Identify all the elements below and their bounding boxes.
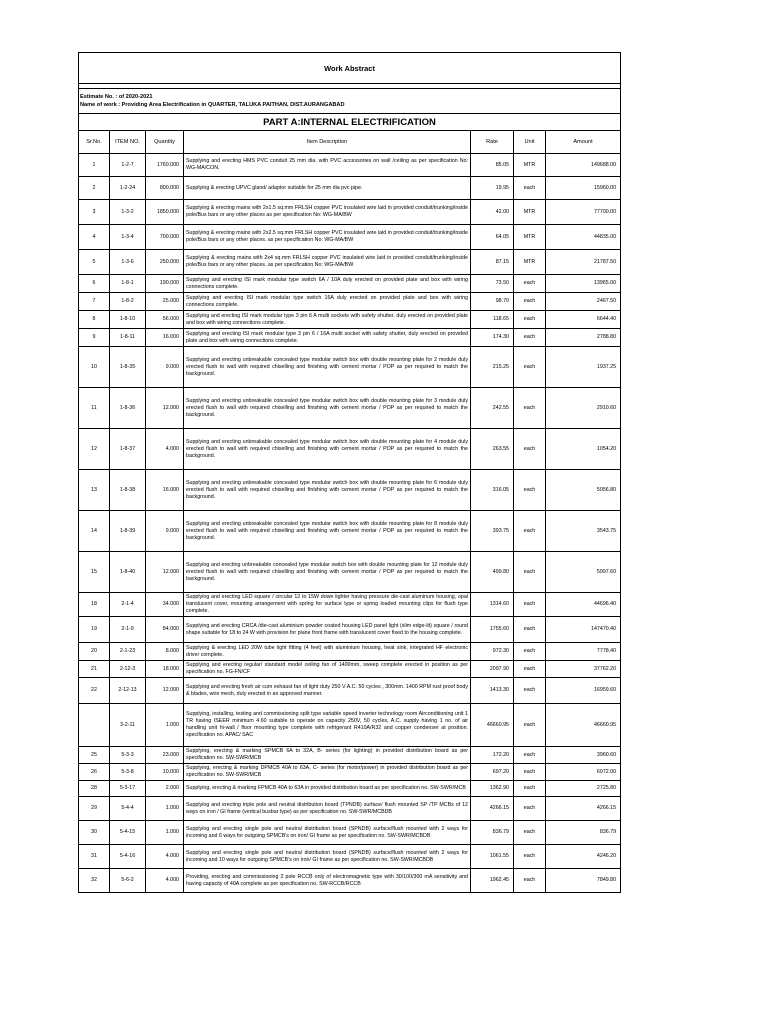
row-item-no: 1-3-6 [110, 250, 146, 275]
row-unit: each [514, 470, 546, 511]
row-item-no: 2-12-3 [110, 661, 146, 678]
row-sr-no: 8 [79, 311, 110, 329]
row-quantity: 190.000 [146, 275, 184, 293]
row-quantity: 12.000 [146, 388, 184, 429]
work-abstract-table [78, 52, 621, 893]
table-row [79, 797, 621, 821]
row-amount: 836.79 [546, 821, 621, 845]
row-sr-no: 20 [79, 643, 110, 661]
table-row [79, 643, 621, 661]
row-quantity: 1.000 [146, 821, 184, 845]
row-amount: 4246.20 [546, 845, 621, 869]
table-row [79, 329, 621, 347]
row-description: Supplying and erecting unbreakable concealed type modular switch box with double mounting plate for 2 module duly erected flush to wall with required chiselling and finishing with cement mortar / POP as per required to match the background. [184, 347, 471, 388]
row-rate: 972.30 [471, 643, 514, 661]
row-unit: each [514, 617, 546, 643]
row-amount: 2788.80 [546, 329, 621, 347]
row-item-no: 5-4-4 [110, 797, 146, 821]
row-amount: 4266.15 [546, 797, 621, 821]
row-quantity: 4.000 [146, 845, 184, 869]
row-unit: each [514, 821, 546, 845]
row-amount: 7778.40 [546, 643, 621, 661]
row-item-no: 1-8-40 [110, 552, 146, 593]
row-item-no: 2-12-13 [110, 678, 146, 704]
row-rate: 98.70 [471, 293, 514, 311]
row-amount: 2910.60 [546, 388, 621, 429]
row-sr-no: 10 [79, 347, 110, 388]
row-unit: each [514, 311, 546, 329]
row-unit: each [514, 593, 546, 617]
row-amount: 3960.60 [546, 747, 621, 764]
row-amount: 2467.50 [546, 293, 621, 311]
row-item-no: 1-2-24 [110, 177, 146, 200]
row-sr-no [79, 704, 110, 747]
row-sr-no: 5 [79, 250, 110, 275]
row-amount: 46660.95 [546, 704, 621, 747]
row-sr-no: 31 [79, 845, 110, 869]
work-abstract-document [78, 52, 620, 893]
row-unit: each [514, 293, 546, 311]
header-item-description: Item Description [184, 131, 471, 154]
row-quantity: 18.000 [146, 661, 184, 678]
table-row [79, 200, 621, 225]
row-description: Supplying and erecting unbreakable concealed type modular switch box with double mounting plate for 12 module duly erected flush to wall with required chiselling and finishing with cement mortar / POP as per required to match the background. [184, 552, 471, 593]
row-description: Supplying and erecting unbreakable concealed type modular switch box with double mounting plate for 6 module duly erected flush to wall with required chiselling and finishing with cement mortar / POP as per required to match the background. [184, 470, 471, 511]
table-row [79, 661, 621, 678]
row-rate: 64.05 [471, 225, 514, 250]
name-of-work: Name of work : Providing Area Electrification in QUARTER, TALUKA PAITHAN, DIST.AURANGABAD [80, 102, 345, 108]
row-description: Supplying & erecting mains with 2x4 sq.mm FRLSH copper PVC insulated wire laid in provided conduit/trunking/inside pole/Bus bars or any other places. as per specification No: WG-MA/BW [184, 250, 471, 275]
table-row [79, 747, 621, 764]
table-row [79, 347, 621, 388]
row-sr-no: 19 [79, 617, 110, 643]
row-unit: each [514, 704, 546, 747]
row-amount: 5056.80 [546, 470, 621, 511]
row-unit: each [514, 177, 546, 200]
row-unit: each [514, 388, 546, 429]
row-amount: 1054.20 [546, 429, 621, 470]
row-item-no: 5-4-15 [110, 821, 146, 845]
row-rate: 42.00 [471, 200, 514, 225]
table-row [79, 388, 621, 429]
table-row [79, 617, 621, 643]
row-quantity: 1760.000 [146, 154, 184, 177]
header-item-no: ITEM NO. [110, 131, 146, 154]
table-row [79, 593, 621, 617]
table-row [79, 293, 621, 311]
row-sr-no: 12 [79, 429, 110, 470]
row-item-no: 5-6-2 [110, 869, 146, 893]
row-unit: MTR [514, 154, 546, 177]
row-amount: 6972.00 [546, 764, 621, 781]
row-unit: each [514, 275, 546, 293]
row-item-no: 1-8-35 [110, 347, 146, 388]
row-description: Supplying and erecting single pole and neutral distribution board (SPNDB) surface/flush mounted with 2 ways for incoming and 6 ways for outgoing SPMCB's on iron/ GI frame as per specification no. SW-SWR/MCBDB [184, 821, 471, 845]
row-unit: each [514, 429, 546, 470]
row-rate: 697.20 [471, 764, 514, 781]
row-description: Supplying and erecting single pole and neutral distribution board (SPNDB) surface/flush mounted with 2 ways for incoming and 10 ways for outgoing SPMCB's on iron/ GI frame as per specification no. SW-SWR/MCBDB [184, 845, 471, 869]
estimate-number: Estimate No. : of 2020-2021 [80, 94, 153, 100]
row-sr-no: 1 [79, 154, 110, 177]
row-quantity: 34.000 [146, 593, 184, 617]
row-item-no: 1-3-2 [110, 200, 146, 225]
row-rate: 1061.55 [471, 845, 514, 869]
row-description: Supplying, erecting & marking DPMCB 40A to 63A, C- series (for motor/power) in provided distribution board as per specification no. SW-SWR/MCB [184, 764, 471, 781]
row-unit: each [514, 347, 546, 388]
table-row [79, 552, 621, 593]
table-row [79, 250, 621, 275]
row-quantity: 84.000 [146, 617, 184, 643]
table-body [79, 154, 621, 893]
row-item-no: 1-2-7 [110, 154, 146, 177]
row-rate: 2097.90 [471, 661, 514, 678]
table-row [79, 275, 621, 293]
row-amount: 15960.00 [546, 177, 621, 200]
row-sr-no: 13 [79, 470, 110, 511]
row-amount: 6644.40 [546, 311, 621, 329]
row-item-no: 1-8-1 [110, 275, 146, 293]
row-description: Supplying and erecting regular/ standard model ceiling fan of 1400mm, sweep complete erected in position as per specification no. FG-FN/CF [184, 661, 471, 678]
row-quantity: 800.000 [146, 177, 184, 200]
row-rate: 499.80 [471, 552, 514, 593]
row-rate: 1314.60 [471, 593, 514, 617]
row-description: Supplying and erecting ISI mark modular type switch 16A duly erected on provided plate and box with wiring connections complete. [184, 293, 471, 311]
row-description: Supplying, erecting & marking SPMCB 6A to 32A, B- series (for lighting) in provided distribution board as per specification no. SW-SWR/MCB [184, 747, 471, 764]
row-quantity: 25.000 [146, 293, 184, 311]
row-description: Supplying and erecting ISI mark modular type 3 pin 6 / 16A multi socket with safety shutter, duly erected on provided plate and box with wiring connections complete. [184, 329, 471, 347]
row-item-no: 1-3-4 [110, 225, 146, 250]
row-sr-no: 2 [79, 177, 110, 200]
row-sr-no: 21 [79, 661, 110, 678]
row-sr-no: 4 [79, 225, 110, 250]
row-quantity: 4.000 [146, 869, 184, 893]
row-description: Supplying and erecting ISI mark modular type switch 6A / 10A duly erected on provided plate and box with wiring connections complete. [184, 275, 471, 293]
header-amount: Amount [546, 131, 621, 154]
row-unit: each [514, 747, 546, 764]
table-row [79, 177, 621, 200]
row-quantity: 8.000 [146, 643, 184, 661]
row-item-no: 2-1-9 [110, 617, 146, 643]
row-item-no: 1-8-36 [110, 388, 146, 429]
row-item-no: 1-8-2 [110, 293, 146, 311]
row-sr-no: 22 [79, 678, 110, 704]
row-description: Supplying and erecting CRCA /die-cast aluminium powder coated housing LED panel light (slim edge-lit) square / round shape suitable for 18 to 24 W with provision for plane front frame with translucent cover fixed to the housing complete. [184, 617, 471, 643]
row-rate: 1755.60 [471, 617, 514, 643]
table-row [79, 311, 621, 329]
table-row [79, 821, 621, 845]
row-description: Providing, erecting and commissioning 2 pole RCCB only of electromagnetic type with 30/100/300 mA sensitivity and having capacity of 40A complete as per specification no. SW-RCCB/RCCB [184, 869, 471, 893]
table-row [79, 225, 621, 250]
row-rate: 1413.30 [471, 678, 514, 704]
row-rate: 172.20 [471, 747, 514, 764]
row-quantity: 16.000 [146, 470, 184, 511]
row-sr-no: 26 [79, 764, 110, 781]
table-row [79, 845, 621, 869]
row-rate: 87.15 [471, 250, 514, 275]
row-description: Supplying, installing, testing and commissioning split type variable speed inverter technology room Airconditioning unit 1 TR having ISEER minimum 4.60 suitable to operate on capacity 250V, 50 cycles, A.C. supply having 1 no. of air handling unit hi-wall / floor mounting type complete with refrigerant R410A/R32 and copper condenser at position. specification no. APAC/ SAC [184, 704, 471, 747]
row-sr-no: 28 [79, 781, 110, 797]
row-item-no: 1-8-38 [110, 470, 146, 511]
header-rate: Rate [471, 131, 514, 154]
row-unit: each [514, 643, 546, 661]
row-sr-no: 15 [79, 552, 110, 593]
row-quantity: 1.000 [146, 704, 184, 747]
table-row [79, 704, 621, 747]
row-item-no: 2-1-23 [110, 643, 146, 661]
row-description: Supplying & erecting UPVC gland/ adaptor suitable for 25 mm dia pvc pipe. [184, 177, 471, 200]
row-unit: each [514, 869, 546, 893]
row-quantity: 12.000 [146, 678, 184, 704]
table-row [79, 781, 621, 797]
row-quantity: 2.000 [146, 781, 184, 797]
row-quantity: 250.000 [146, 250, 184, 275]
row-amount: 21787.50 [546, 250, 621, 275]
row-sr-no: 29 [79, 797, 110, 821]
row-amount: 44835.00 [546, 225, 621, 250]
row-unit: each [514, 661, 546, 678]
row-description: Supplying and erecting unbreakable concealed type modular switch box with double mounting plate for 3 module duly erected flush to wall with required chiselling and finishing with cement mortar / POP as per required to match the background. [184, 388, 471, 429]
row-sr-no: 11 [79, 388, 110, 429]
row-rate: 242.55 [471, 388, 514, 429]
row-item-no: 2-1-4 [110, 593, 146, 617]
table-row [79, 429, 621, 470]
row-item-no: 1-8-39 [110, 511, 146, 552]
row-unit: each [514, 552, 546, 593]
row-rate: 263.55 [471, 429, 514, 470]
row-rate: 1962.45 [471, 869, 514, 893]
row-description: Supplying, erecting & marking FPMCB 40A to 63A in provided distribution board as per specification no. SW-SWR/MCB [184, 781, 471, 797]
row-rate: 1362.90 [471, 781, 514, 797]
row-sr-no: 3 [79, 200, 110, 225]
row-sr-no: 7 [79, 293, 110, 311]
row-unit: each [514, 797, 546, 821]
table-row [79, 869, 621, 893]
row-description: Supplying and erecting fresh air cum exhaust fan of light duty 250 V A.C. 50 cycles , 300mm. 1400 RPM rust proof body & blades, wire mesh, duly erected in an approved manner. [184, 678, 471, 704]
row-amount: 2725.80 [546, 781, 621, 797]
row-quantity: 4.000 [146, 429, 184, 470]
row-amount: 13965.00 [546, 275, 621, 293]
row-rate: 316.05 [471, 470, 514, 511]
header-quantity: Quantity [146, 131, 184, 154]
row-amount: 77700.00 [546, 200, 621, 225]
row-quantity: 1850.000 [146, 200, 184, 225]
row-description: Supplying and erecting unbreakable concealed type modular switch box with double mounting plate for 4 module duly erected flush to wall with required chiselling and finishing with cement mortar / POP as per required to match the background. [184, 429, 471, 470]
row-description: Supplying and erecting unbreakable concealed type modular switch box with double mounting plate for 8 module duly erected flush to wall with required chiselling and finishing with cement mortar / POP as per required to match the background. [184, 511, 471, 552]
row-unit: MTR [514, 250, 546, 275]
row-description: Supplying and erecting HMS PVC conduit 25 mm dia. with PVC accessories on wall /ceiling as per specification No: WG-MA/CON. [184, 154, 471, 177]
estimate-info [79, 89, 621, 114]
row-description: Supplying & erecting mains with 2x1.5 sq.mm FRLSH copper PVC insulated wire laid in provided conduit/trunking/inside pole/Bus bars or any other places as per specification No: WG-MA/BW [184, 200, 471, 225]
document-title: Work Abstract [79, 53, 621, 84]
row-unit: each [514, 678, 546, 704]
row-item-no: 5-4-16 [110, 845, 146, 869]
row-quantity: 16.000 [146, 329, 184, 347]
row-rate: 73.50 [471, 275, 514, 293]
column-header-row [79, 131, 621, 154]
row-rate: 174.30 [471, 329, 514, 347]
row-quantity: 10.000 [146, 764, 184, 781]
table-row [79, 511, 621, 552]
row-description: Supplying and erecting LED square / circular 12 to 15W down lighter having pressure die-cast aluminum housing, opal translucent cover, mounting arrangement with spring for surface type or spring loaded mounting clips for flush type complete. [184, 593, 471, 617]
row-amount: 5997.60 [546, 552, 621, 593]
row-quantity: 12.000 [146, 552, 184, 593]
header-unit: Unit [514, 131, 546, 154]
header-sr-no: Sr.No. [79, 131, 110, 154]
row-description: Supplying & erecting mains with 2x2.5 sq.mm FRLSH copper PVC insulated wire laid in provided conduit/trunking/inside pole/Bus bars or any other places. as per specification No: WG-MA/BW [184, 225, 471, 250]
row-amount: 147470.40 [546, 617, 621, 643]
row-sr-no: 18 [79, 593, 110, 617]
row-sr-no: 6 [79, 275, 110, 293]
row-quantity: 23.000 [146, 747, 184, 764]
row-rate: 118.65 [471, 311, 514, 329]
table-row [79, 764, 621, 781]
row-unit: MTR [514, 200, 546, 225]
row-quantity: 9.000 [146, 511, 184, 552]
row-item-no: 1-8-11 [110, 329, 146, 347]
row-amount: 16959.60 [546, 678, 621, 704]
row-unit: each [514, 511, 546, 552]
row-description: Supplying and erecting ISI mark modular type 3 pin 6 A multi sockets with safety shutter, duly erected on provided plate and box with wiring connections complete. [184, 311, 471, 329]
row-unit: each [514, 781, 546, 797]
row-quantity: 56.000 [146, 311, 184, 329]
row-sr-no: 25 [79, 747, 110, 764]
row-rate: 215.25 [471, 347, 514, 388]
row-sr-no: 30 [79, 821, 110, 845]
table-row [79, 678, 621, 704]
row-amount: 7849.80 [546, 869, 621, 893]
row-amount: 3543.75 [546, 511, 621, 552]
row-rate: 836.79 [471, 821, 514, 845]
row-sr-no: 32 [79, 869, 110, 893]
row-amount: 1937.25 [546, 347, 621, 388]
row-quantity: 1.000 [146, 797, 184, 821]
row-quantity: 9.000 [146, 347, 184, 388]
row-rate: 393.75 [471, 511, 514, 552]
row-unit: each [514, 764, 546, 781]
row-item-no: 3-2-11 [110, 704, 146, 747]
row-item-no: 5-3-3 [110, 747, 146, 764]
row-item-no: 5-3-8 [110, 764, 146, 781]
row-rate: 46660.95 [471, 704, 514, 747]
row-rate: 4266.15 [471, 797, 514, 821]
row-unit: each [514, 329, 546, 347]
row-sr-no: 14 [79, 511, 110, 552]
row-amount: 44696.40 [546, 593, 621, 617]
row-unit: each [514, 845, 546, 869]
table-row [79, 154, 621, 177]
part-title: PART A:INTERNAL ELECTRIFICATION [79, 114, 621, 131]
row-amount: 37762.20 [546, 661, 621, 678]
table-row [79, 470, 621, 511]
row-description: Supplying & erecting LED 20W tube light fitting (4 feet) with aluminium housing, heat sink, integrated HF electronic driver complete. [184, 643, 471, 661]
row-item-no: 5-3-17 [110, 781, 146, 797]
row-quantity: 700.000 [146, 225, 184, 250]
row-description: Supplying and erecting triple pole and neutral distribution board (TPNDB) surface/ flush mounted SP /TP MCBs of 12 ways on iron / GI frame (vertical busbar type) as per specification no. SW-SWR/MCBDB [184, 797, 471, 821]
row-sr-no: 9 [79, 329, 110, 347]
row-unit: MTR [514, 225, 546, 250]
row-amount: 149688.00 [546, 154, 621, 177]
row-item-no: 1-8-37 [110, 429, 146, 470]
row-rate: 19.95 [471, 177, 514, 200]
row-rate: 85.05 [471, 154, 514, 177]
row-item-no: 1-8-10 [110, 311, 146, 329]
